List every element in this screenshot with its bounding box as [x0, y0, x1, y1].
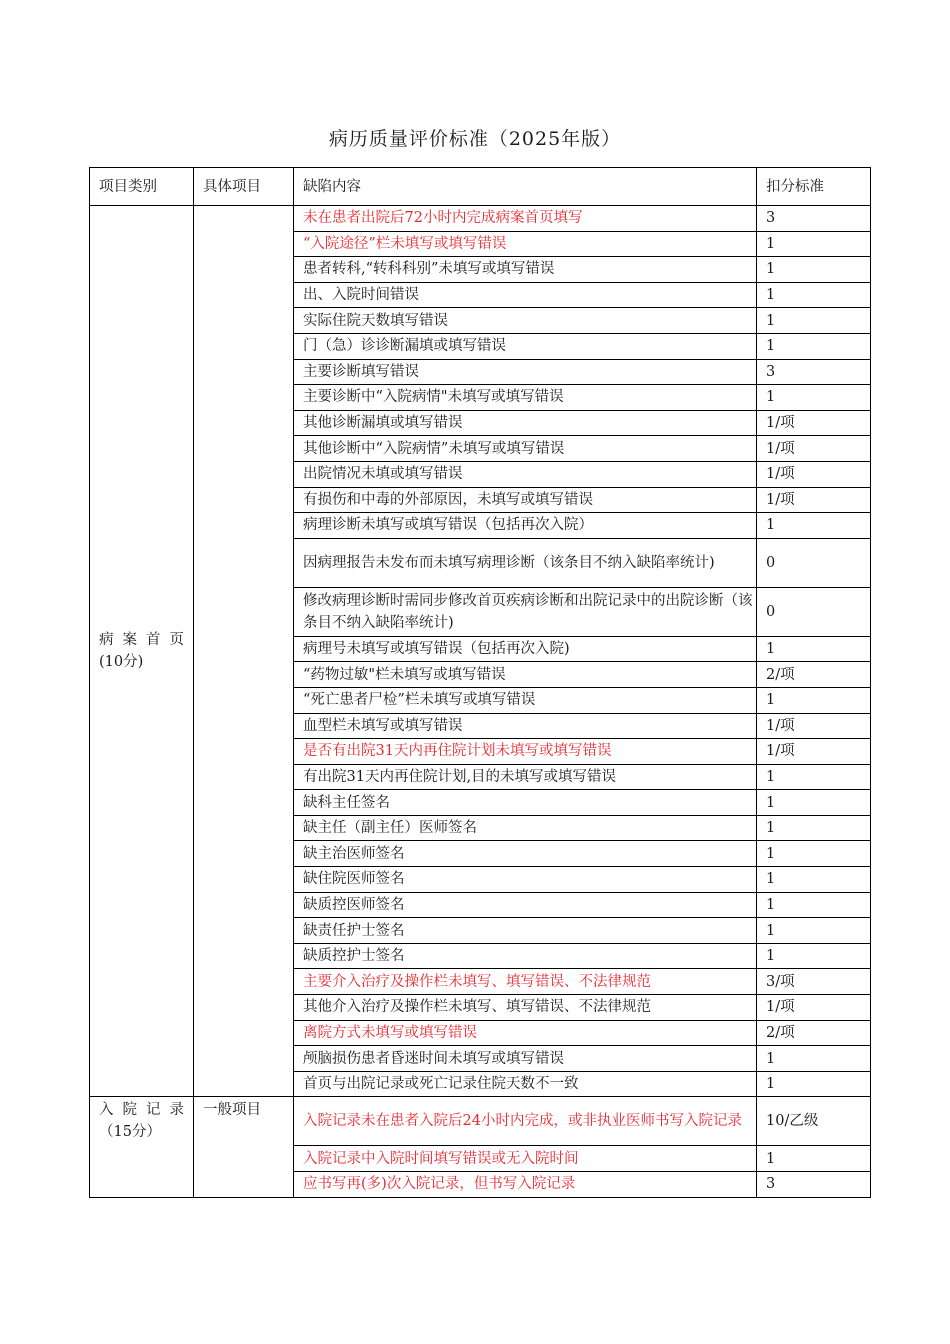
defect-content: 缺科主任签名	[294, 790, 757, 816]
deduction-score: 2/项	[757, 662, 871, 688]
defect-content: 修改病理诊断时需同步修改首页疾病诊断和出院记录中的出院诊断（该条目不纳入缺陷率统计)	[294, 587, 757, 636]
defect-content: 是否有出院31天内再住院计划未填写或填写错误	[294, 739, 757, 765]
defect-content: 因病理报告未发布而未填写病理诊断（该条目不纳入缺陷率统计)	[294, 538, 757, 587]
deduction-score: 1	[757, 764, 871, 790]
defect-content: 实际住院天数填写错误	[294, 308, 757, 334]
header-deduction: 扣分标准	[757, 168, 871, 206]
category-score: （15分）	[99, 1124, 161, 1141]
header-item: 具体项目	[194, 168, 294, 206]
category-cell	[90, 206, 194, 1097]
deduction-score: 3/项	[757, 969, 871, 995]
deduction-score: 1/项	[757, 410, 871, 436]
category-name: 入院记录	[99, 1102, 193, 1119]
defect-content: 血型栏未填写或填写错误	[294, 713, 757, 739]
defect-content: 缺质控医师签名	[294, 892, 757, 918]
defect-content: 门（急）诊诊断漏填或填写错误	[294, 333, 757, 359]
defect-content: 离院方式未填写或填写错误	[294, 1020, 757, 1046]
defect-content: 未在患者出院后72小时内完成病案首页填写	[294, 206, 757, 232]
defect-content: 缺质控护士签名	[294, 943, 757, 969]
defect-content: 患者转科,“转科科别”未填写或填写错误	[294, 257, 757, 283]
quality-standard-table	[89, 167, 871, 1198]
deduction-score: 3	[757, 206, 871, 232]
deduction-score: 1	[757, 815, 871, 841]
deduction-score: 3	[757, 359, 871, 385]
defect-content: 首页与出院记录或死亡记录住院天数不一致	[294, 1071, 757, 1097]
deduction-score: 1	[757, 1071, 871, 1097]
defect-content: 入院记录未在患者入院后24小时内完成，或非执业医师书写入院记录	[294, 1097, 757, 1146]
deduction-score: 1	[757, 687, 871, 713]
category-name: 病案首页	[99, 632, 193, 649]
defect-content: 缺住院医师签名	[294, 867, 757, 893]
header-defect: 缺陷内容	[294, 168, 757, 206]
deduction-score: 3	[757, 1172, 871, 1198]
defect-content: 应书写再(多)次入院记录，但书写入院记录	[294, 1172, 757, 1198]
deduction-score: 1/项	[757, 436, 871, 462]
deduction-score: 1/项	[757, 739, 871, 765]
deduction-score: 1	[757, 513, 871, 539]
deduction-score: 0	[757, 538, 871, 587]
category-score: (10分)	[99, 654, 144, 671]
table-header-row	[90, 168, 871, 206]
defect-content: 其他诊断中“入院病情”未填写或填写错误	[294, 436, 757, 462]
item-cell: 一般项目	[194, 1097, 294, 1197]
defect-content: 出院情况未填或填写错误	[294, 461, 757, 487]
defect-content: “药物过敏"栏未填写或填写错误	[294, 662, 757, 688]
defect-content: “入院途径”栏未填写或填写错误	[294, 231, 757, 257]
defect-content: 缺责任护士签名	[294, 918, 757, 944]
header-category: 项目类别	[90, 168, 194, 206]
defect-content: “死亡患者尸检”栏未填写或填写错误	[294, 687, 757, 713]
defect-content: 主要诊断中“入院病情"未填写或填写错误	[294, 385, 757, 411]
deduction-score: 2/项	[757, 1020, 871, 1046]
deduction-score: 1	[757, 282, 871, 308]
deduction-score: 1	[757, 636, 871, 662]
deduction-score: 1	[757, 257, 871, 283]
defect-content: 病理号未填写或填写错误（包括再次入院)	[294, 636, 757, 662]
defect-content: 主要诊断填写错误	[294, 359, 757, 385]
table-row	[90, 206, 871, 232]
deduction-score: 1	[757, 333, 871, 359]
deduction-score: 1	[757, 841, 871, 867]
deduction-score: 1	[757, 385, 871, 411]
defect-content: 病理诊断未填写或填写错误（包括再次入院）	[294, 513, 757, 539]
defect-content: 其他介入治疗及操作栏未填写、填写错误、不法律规范	[294, 995, 757, 1021]
deduction-score: 1	[757, 308, 871, 334]
deduction-score: 10/乙级	[757, 1097, 871, 1146]
defect-content: 有损伤和中毒的外部原因，未填写或填写错误	[294, 487, 757, 513]
defect-content: 有出院31天内再住院计划,目的未填写或填写错误	[294, 764, 757, 790]
deduction-score: 1	[757, 867, 871, 893]
defect-content: 颅脑损伤患者昏迷时间未填写或填写错误	[294, 1046, 757, 1072]
category-cell	[90, 1097, 194, 1197]
deduction-score: 1	[757, 231, 871, 257]
deduction-score: 1/项	[757, 713, 871, 739]
page-title: 病历质量评价标准（2025年版）	[328, 128, 622, 150]
defect-content: 入院记录中入院时间填写错误或无入院时间	[294, 1146, 757, 1172]
deduction-score: 1/项	[757, 995, 871, 1021]
deduction-score: 1	[757, 1146, 871, 1172]
table-body	[90, 206, 871, 1198]
deduction-score: 1	[757, 790, 871, 816]
deduction-score: 1	[757, 892, 871, 918]
defect-content: 出、入院时间错误	[294, 282, 757, 308]
deduction-score: 1	[757, 918, 871, 944]
deduction-score: 1	[757, 1046, 871, 1072]
defect-content: 其他诊断漏填或填写错误	[294, 410, 757, 436]
defect-content: 缺主治医师签名	[294, 841, 757, 867]
defect-content: 主要介入治疗及操作栏未填写、填写错误、不法律规范	[294, 969, 757, 995]
defect-content: 缺主任（副主任）医师签名	[294, 815, 757, 841]
deduction-score: 1	[757, 943, 871, 969]
deduction-score: 0	[757, 587, 871, 636]
table-row	[90, 1097, 871, 1146]
deduction-score: 1/项	[757, 461, 871, 487]
deduction-score: 1/项	[757, 487, 871, 513]
item-cell	[194, 206, 294, 1097]
